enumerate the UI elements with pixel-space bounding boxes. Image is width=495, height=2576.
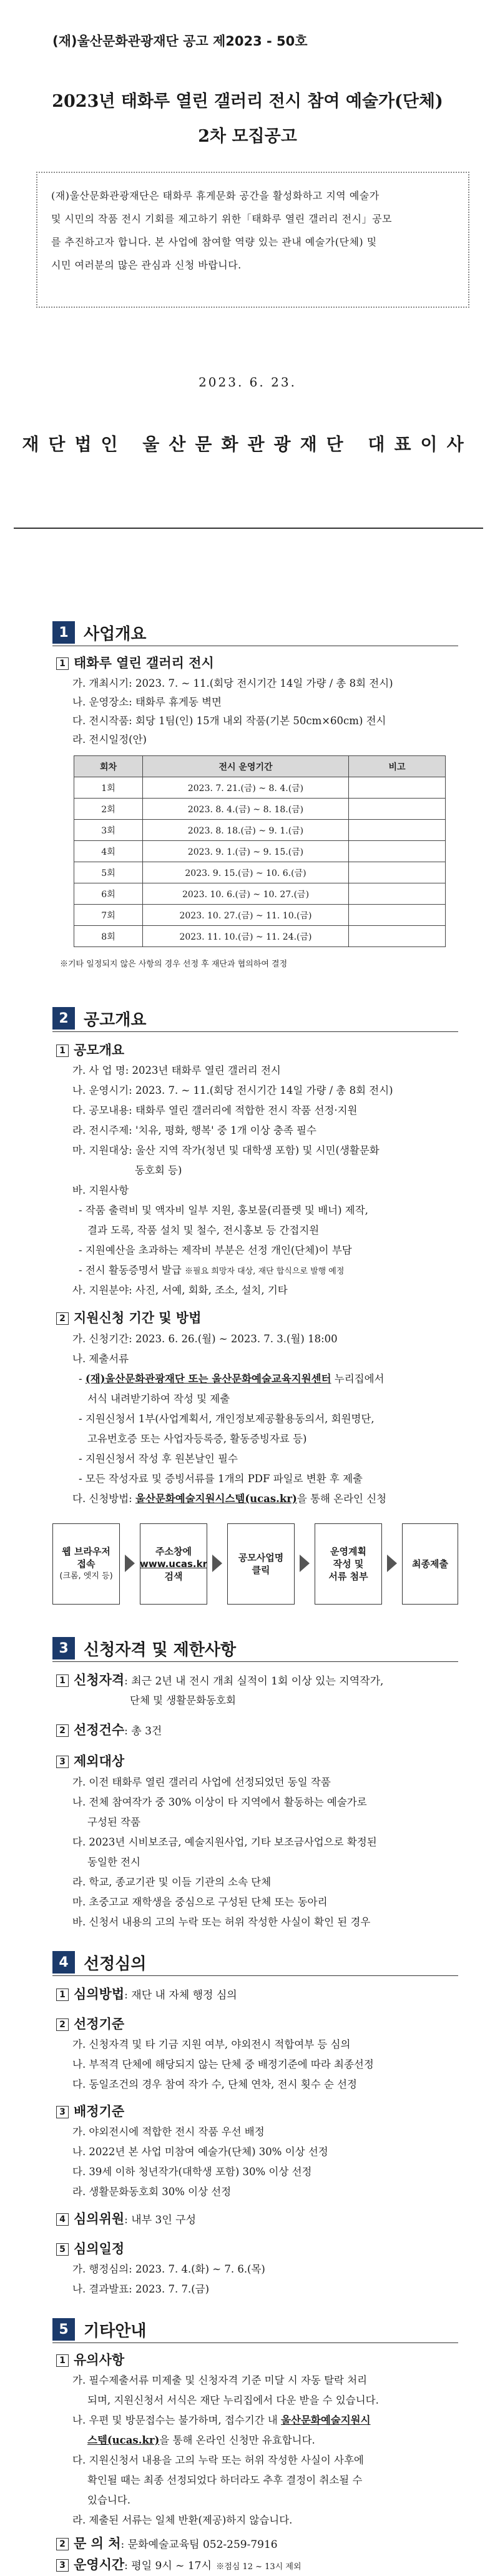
section-number: 5 bbox=[52, 2318, 75, 2341]
ucas-link[interactable]: 울산문화예술지원시 bbox=[281, 2414, 371, 2426]
text-line bbox=[87, 2431, 474, 2450]
text-line: - 작품 출력비 및 액자비 일부 지원, 홍보물(리플렛 및 배너) 제작, bbox=[79, 1204, 368, 1216]
text-line: 서식 내려받기하여 작성 및 제출 bbox=[87, 1393, 230, 1405]
text-line: 가. 이전 태화루 열린 갤러리 사업에 선정되었던 동일 작품 bbox=[72, 1776, 331, 1788]
text-line: 가. 개최시기: 2023. 7. ~ 11.(회당 전시기간 14일 가량 / 총 8회 전시) bbox=[72, 677, 393, 689]
text-line: 동호회 등) bbox=[135, 1164, 182, 1176]
text-line: 바. 신청서 내용의 고의 누락 또는 허위 작성한 사실이 확인 된 경우 bbox=[72, 1916, 371, 1928]
text-line: 가. 신청자격 및 타 기금 지원 여부, 야외전시 적합여부 등 심의 bbox=[72, 2038, 351, 2050]
table-note: ※기타 일정되지 않은 사항의 경우 선정 후 재단과 협의하여 결정 bbox=[60, 960, 288, 969]
text-line: 나. 전체 참여작가 중 30% 이상이 타 지역에서 활동하는 예술가로 bbox=[72, 1796, 367, 1808]
checkbox-icon: 1 bbox=[56, 657, 69, 670]
text-line bbox=[72, 2411, 459, 2430]
flow-step-address bbox=[140, 1523, 207, 1605]
text-line: - 모든 작성자료 및 증빙서류를 1개의 PDF 파일로 변환 후 제출 bbox=[79, 1473, 363, 1485]
text-line: 확인될 때는 최종 선정되었다 하더라도 추후 결정이 취소될 수 bbox=[87, 2474, 363, 2486]
subsection-title: 운영시간 bbox=[74, 2557, 125, 2572]
text-span: 을 통해 온라인 신청만 유효합니다. bbox=[159, 2434, 315, 2446]
table-cell: 6회 bbox=[74, 883, 143, 905]
intro-line: 및 시민의 작품 전시 기회를 제고하기 위한「태화루 열린 갤러리 전시」공모 bbox=[51, 213, 392, 225]
checkbox-icon: 1 bbox=[56, 1989, 69, 2001]
subsection-title: 선정기준 bbox=[74, 2017, 125, 2032]
subsection-title: 태화루 열린 갤러리 전시 bbox=[74, 656, 214, 671]
table-row bbox=[74, 905, 446, 926]
checkbox-icon: 1 bbox=[56, 2354, 69, 2367]
text-line bbox=[79, 1261, 466, 1281]
link-text[interactable]: (재)울산문화관광재단 또는 울산문화예술교육지원센터 bbox=[85, 1373, 331, 1385]
checkbox-icon: 2 bbox=[56, 1724, 69, 1737]
flow-label: 접속 bbox=[77, 1558, 96, 1570]
table-row bbox=[74, 883, 446, 905]
text-line: 다. 공모내용: 태화루 열린 갤러리에 적합한 전시 작품 선정·지원 bbox=[72, 1104, 358, 1116]
subsection-text: : 재단 내 자체 행정 심의 bbox=[124, 1989, 237, 2002]
subsection-title: 지원신청 기간 및 방법 bbox=[74, 1310, 202, 1325]
text-line: - 지원신청서 1부(사업계획서, 개인정보제공활용동의서, 회원명단, bbox=[79, 1413, 375, 1425]
table-cell: 3회 bbox=[74, 820, 143, 841]
table-header: 회차 bbox=[74, 756, 143, 777]
text-line: 다. 전시작품: 회당 1팀(인) 15개 내외 작품(기본 50cm×60cm) 전시 bbox=[72, 715, 386, 727]
table-header: 전시 운영기간 bbox=[143, 756, 349, 777]
flow-label: 주소창에 bbox=[155, 1546, 192, 1557]
subsection-title: 문 의 처 bbox=[74, 2536, 121, 2551]
subsection-title: 선정건수 bbox=[74, 1723, 125, 1738]
text-line: - (재)울산문화관광재단 또는 울산문화예술교육지원센터 누리집에서 bbox=[79, 1373, 385, 1385]
table-cell bbox=[349, 862, 446, 883]
subsection-title: 심의위원 bbox=[74, 2211, 125, 2226]
flow-step-project bbox=[227, 1523, 295, 1605]
text-line: 사. 지원분야: 사진, 서예, 회화, 조소, 설치, 기타 bbox=[72, 1284, 288, 1296]
flow-label: 검색 bbox=[164, 1571, 183, 1582]
subsection-committee bbox=[56, 2209, 196, 2228]
subsection-text: : 최근 2년 내 전시 개최 실적이 1회 이상 있는 지역작가, bbox=[124, 1675, 384, 1688]
text-span: - 전시 활동증명서 발급 bbox=[79, 1264, 182, 1276]
flow-label: 운영계획 bbox=[330, 1546, 366, 1557]
section-number: 1 bbox=[52, 621, 75, 644]
subsection-method bbox=[56, 1984, 237, 2003]
page-title: 2023년 태화루 열린 갤러리 전시 참여 예술가(단체) bbox=[52, 92, 443, 111]
text-line: 단체 및 생활문화동호회 bbox=[130, 1694, 236, 1706]
notice-date: 2023. 6. 23. bbox=[198, 375, 297, 390]
flow-label: 클릭 bbox=[252, 1565, 270, 1576]
text-line: 가. 필수제출서류 미제출 및 신청자격 기준 미달 시 자동 탈락 처리 bbox=[72, 2374, 368, 2386]
section-number: 2 bbox=[52, 1007, 75, 1030]
table-cell: 4회 bbox=[74, 841, 143, 862]
flow-label: 서류 첨부 bbox=[328, 1571, 368, 1582]
table-cell: 5회 bbox=[74, 862, 143, 883]
subsection-title: 심의일정 bbox=[74, 2241, 125, 2256]
text-line: 되며, 지원신청서 서식은 재단 누리집에서 다운 받을 수 있습니다. bbox=[87, 2394, 379, 2406]
table-row bbox=[74, 820, 446, 841]
subsection-count bbox=[56, 1720, 162, 1739]
arrow-right-icon bbox=[212, 1555, 222, 1572]
subsection-allocation bbox=[56, 2102, 124, 2120]
checkbox-icon: 2 bbox=[56, 1312, 69, 1325]
flow-label: (크롬, 엣지 등) bbox=[59, 1571, 113, 1581]
text-line: 동일한 전시 bbox=[87, 1856, 140, 1868]
text-line: 나. 운영장소: 태화루 휴게동 벽면 bbox=[72, 696, 222, 708]
text-line: 다. 2023년 시비보조금, 예술지원사업, 기타 보조금사업으로 확정된 bbox=[72, 1836, 377, 1848]
table-cell bbox=[349, 799, 446, 820]
text-line: 있습니다. bbox=[87, 2494, 131, 2506]
subsection-gallery bbox=[56, 653, 214, 672]
table-cell bbox=[349, 777, 446, 799]
flow-label: 작성 및 bbox=[333, 1558, 364, 1570]
intro-line: (재)울산문화관광재단은 태화루 휴게문화 공간을 활성화하고 지역 예술가 bbox=[51, 190, 380, 202]
table-header: 비고 bbox=[349, 756, 446, 777]
table-cell bbox=[349, 926, 446, 947]
text-span: 을 통해 온라인 신청 bbox=[297, 1493, 387, 1505]
subsection-title: 신청자격 bbox=[74, 1673, 125, 1688]
ucas-link[interactable]: 스템(ucas.kr) bbox=[87, 2434, 160, 2446]
table-row bbox=[74, 862, 446, 883]
text-line: - 지원신청서 작성 후 원본날인 필수 bbox=[79, 1453, 238, 1465]
text-line: 바. 지원사항 bbox=[72, 1184, 129, 1196]
apply-flowchart bbox=[52, 1523, 458, 1605]
divider bbox=[14, 528, 483, 529]
arrow-right-icon bbox=[387, 1555, 397, 1572]
subsection-hours bbox=[56, 2555, 301, 2574]
text-line: 다. 지원신청서 내용을 고의 누락 또는 허위 작성한 사실이 사후에 bbox=[72, 2454, 364, 2466]
text-line: - 지원예산을 초과하는 제작비 부분은 선정 개인(단체)이 부담 bbox=[79, 1244, 352, 1256]
text-line: 구성된 작품 bbox=[87, 1816, 140, 1828]
subsection-title: 공모개요 bbox=[74, 1043, 125, 1058]
intro-line: 시민 여러분의 많은 관심과 신청 바랍니다. bbox=[51, 259, 242, 271]
text-line: 라. 전시일정(안) bbox=[72, 734, 147, 745]
subsection-eligibility bbox=[56, 1670, 383, 1689]
section-underline bbox=[52, 2342, 458, 2343]
text-span: 나. 우편 및 방문접수는 불가하며, 접수기간 내 bbox=[72, 2414, 282, 2426]
text-line: 가. 야외전시에 적합한 전시 작품 우선 배정 bbox=[72, 2126, 265, 2138]
table-cell: 7회 bbox=[74, 905, 143, 926]
subsection-title: 유의사항 bbox=[74, 2352, 125, 2367]
text-line: 다. 동일조건의 경우 참여 작가 수, 단체 연차, 전시 횟수 순 선정 bbox=[72, 2078, 357, 2090]
section-number: 3 bbox=[52, 1637, 75, 1659]
table-cell bbox=[349, 905, 446, 926]
table-cell bbox=[349, 820, 446, 841]
text-line: 가. 신청기간: 2023. 6. 26.(월) ~ 2023. 7. 3.(월) 18:00 bbox=[72, 1333, 338, 1345]
text-line: 고유번호증 또는 사업자등록증, 활동증빙자료 등) bbox=[87, 1433, 307, 1445]
checkbox-icon: 3 bbox=[56, 2559, 69, 2572]
checkbox-icon: 3 bbox=[56, 2106, 69, 2118]
checkbox-icon: 5 bbox=[56, 2243, 69, 2256]
flow-label: 공모사업명 bbox=[238, 1552, 284, 1563]
section-number: 4 bbox=[52, 1951, 75, 1974]
subsection-criteria bbox=[56, 2014, 124, 2033]
checkbox-icon: 1 bbox=[56, 1045, 69, 1057]
text-span: 누리집에서 bbox=[331, 1373, 385, 1385]
section-underline bbox=[52, 1975, 458, 1976]
subsection-text: : 내부 3인 구성 bbox=[124, 2214, 197, 2226]
subsection-contact bbox=[56, 2534, 278, 2552]
text-line: 나. 2022년 본 사업 미참여 예술가(단체) 30% 이상 선정 bbox=[72, 2146, 328, 2158]
org-signature: 재단법인 울산문화관광재단 대표이사 bbox=[22, 434, 473, 455]
flow-step-plan bbox=[315, 1523, 382, 1605]
subsection-apply bbox=[56, 1308, 202, 1327]
section-title: 사업개요 bbox=[84, 624, 147, 644]
text-line: 마. 지원대상: 울산 지역 작가(청년 및 대학생 포함) 및 시민(생활문화 bbox=[72, 1144, 380, 1156]
table-cell: 1회 bbox=[74, 777, 143, 799]
section-underline bbox=[52, 1661, 458, 1662]
table-cell: 2023. 9. 15.(금) ~ 10. 6.(금) bbox=[143, 862, 349, 883]
arrow-right-icon bbox=[300, 1555, 310, 1572]
table-cell bbox=[349, 841, 446, 862]
section-title: 선정심의 bbox=[84, 1954, 147, 1974]
subsection-title: 배정기준 bbox=[74, 2104, 125, 2119]
table-cell: 2023. 11. 10.(금) ~ 11. 24.(금) bbox=[143, 926, 349, 947]
subsection-title: 제외대상 bbox=[74, 1754, 125, 1769]
text-line: 나. 운영시기: 2023. 7. ~ 11.(회당 전시기간 14일 가량 / 총 8회 전시) bbox=[72, 1084, 393, 1096]
table-cell: 2023. 8. 18.(금) ~ 9. 1.(금) bbox=[143, 820, 349, 841]
text-line: 라. 생활문화동호회 30% 이상 선정 bbox=[72, 2186, 232, 2198]
checkbox-icon: 1 bbox=[56, 1674, 69, 1687]
section-1-header bbox=[52, 617, 146, 648]
text-line: 가. 행정심의: 2023. 7. 4.(화) ~ 7. 6.(목) bbox=[72, 2263, 265, 2275]
intro-box bbox=[36, 172, 469, 308]
notice-number: (재)울산문화관광재단 공고 제2023 - 50호 bbox=[52, 34, 308, 49]
arrow-right-icon bbox=[125, 1555, 135, 1572]
checkbox-icon: 4 bbox=[56, 2213, 69, 2226]
flow-label: 최종제출 bbox=[412, 1558, 448, 1570]
section-title: 신청자격 및 제한사항 bbox=[84, 1640, 237, 1659]
subsection-text: : 총 3건 bbox=[124, 1725, 162, 1738]
table-row bbox=[74, 926, 446, 947]
hours-text: : 평일 9시 ~ 17시 bbox=[124, 2560, 212, 2572]
text-line: 나. 부적격 단체에 해당되지 않는 단체 중 배정기준에 따라 최종선정 bbox=[72, 2058, 374, 2070]
checkbox-icon: 3 bbox=[56, 1756, 69, 1768]
table-cell: 2023. 8. 4.(금) ~ 8. 18.(금) bbox=[143, 799, 349, 820]
table-cell: 2023. 10. 27.(금) ~ 11. 10.(금) bbox=[143, 905, 349, 926]
text-line: 마. 초중고교 재학생을 중심으로 구성된 단체 또는 동아리 bbox=[72, 1896, 328, 1908]
text-line: 라. 전시주제: '치유, 평화, 행복' 중 1개 이상 충족 필수 bbox=[72, 1124, 316, 1136]
subsection-schedule bbox=[56, 2239, 124, 2258]
hours-note: ※점심 12 ~ 13시 제외 bbox=[216, 2562, 301, 2572]
text-line: 다. 39세 이하 청년작가(대학생 포함) 30% 이상 선정 bbox=[72, 2166, 312, 2178]
section-underline bbox=[52, 1031, 458, 1032]
schedule-table bbox=[74, 755, 446, 947]
text-line: 결과 도록, 작품 설치 및 철수, 전시홍보 등 간접지원 bbox=[87, 1224, 320, 1236]
subsection-exclusions bbox=[56, 1751, 124, 1770]
flow-label: www.ucas.kr bbox=[140, 1558, 208, 1570]
section-4-header bbox=[52, 1947, 146, 1978]
subsection-notes bbox=[56, 2350, 124, 2369]
page-subtitle: 2차 모집공고 bbox=[198, 127, 297, 146]
flow-step-submit bbox=[402, 1523, 458, 1605]
section-title: 공고개요 bbox=[84, 1010, 147, 1030]
table-cell: 2023. 10. 6.(금) ~ 10. 27.(금) bbox=[143, 883, 349, 905]
checkbox-icon: 2 bbox=[56, 2538, 69, 2550]
text-span: 다. 신청방법: bbox=[72, 1493, 135, 1505]
text-line: 나. 결과발표: 2023. 7. 7.(금) bbox=[72, 2283, 210, 2295]
ucas-link[interactable]: 울산문화예술지원시스템(ucas.kr) bbox=[135, 1493, 297, 1505]
subsection-title: 심의방법 bbox=[74, 1987, 125, 2002]
table-cell: 8회 bbox=[74, 926, 143, 947]
table-cell bbox=[349, 883, 446, 905]
intro-line: 를 추진하고자 합니다. 본 사업에 참여할 역량 있는 관내 예술가(단체) 및 bbox=[51, 236, 377, 248]
subsection-overview bbox=[56, 1040, 124, 1059]
section-3-header bbox=[52, 1633, 236, 1664]
table-row bbox=[74, 841, 446, 862]
section-5-header bbox=[52, 2314, 146, 2345]
flow-step-browser bbox=[52, 1523, 120, 1605]
text-line: 가. 사 업 명: 2023년 태화루 열린 갤러리 전시 bbox=[72, 1064, 281, 1076]
table-cell: 2023. 9. 1.(금) ~ 9. 15.(금) bbox=[143, 841, 349, 862]
text-line: 나. 제출서류 bbox=[72, 1353, 129, 1365]
text-line: 라. 제출된 서류는 일체 반환(제공)하지 않습니다. bbox=[72, 2514, 293, 2526]
flow-label: 웹 브라우저 bbox=[62, 1546, 110, 1557]
table-cell: 2회 bbox=[74, 799, 143, 820]
section-title: 기타안내 bbox=[84, 2321, 147, 2341]
contact-text: : 문화예술교육팀 052-259-7916 bbox=[120, 2539, 278, 2551]
table-row bbox=[74, 799, 446, 820]
text-note: ※필요 희망자 대상, 재단 합식으로 발행 예정 bbox=[185, 1267, 345, 1276]
section-2-header bbox=[52, 1003, 146, 1034]
text-line bbox=[72, 1490, 459, 1508]
text-line: 라. 학교, 종교기관 및 이들 기관의 소속 단체 bbox=[72, 1876, 272, 1888]
table-cell: 2023. 7. 21.(금) ~ 8. 4.(금) bbox=[143, 777, 349, 799]
table-row bbox=[74, 777, 446, 799]
checkbox-icon: 2 bbox=[56, 2018, 69, 2031]
